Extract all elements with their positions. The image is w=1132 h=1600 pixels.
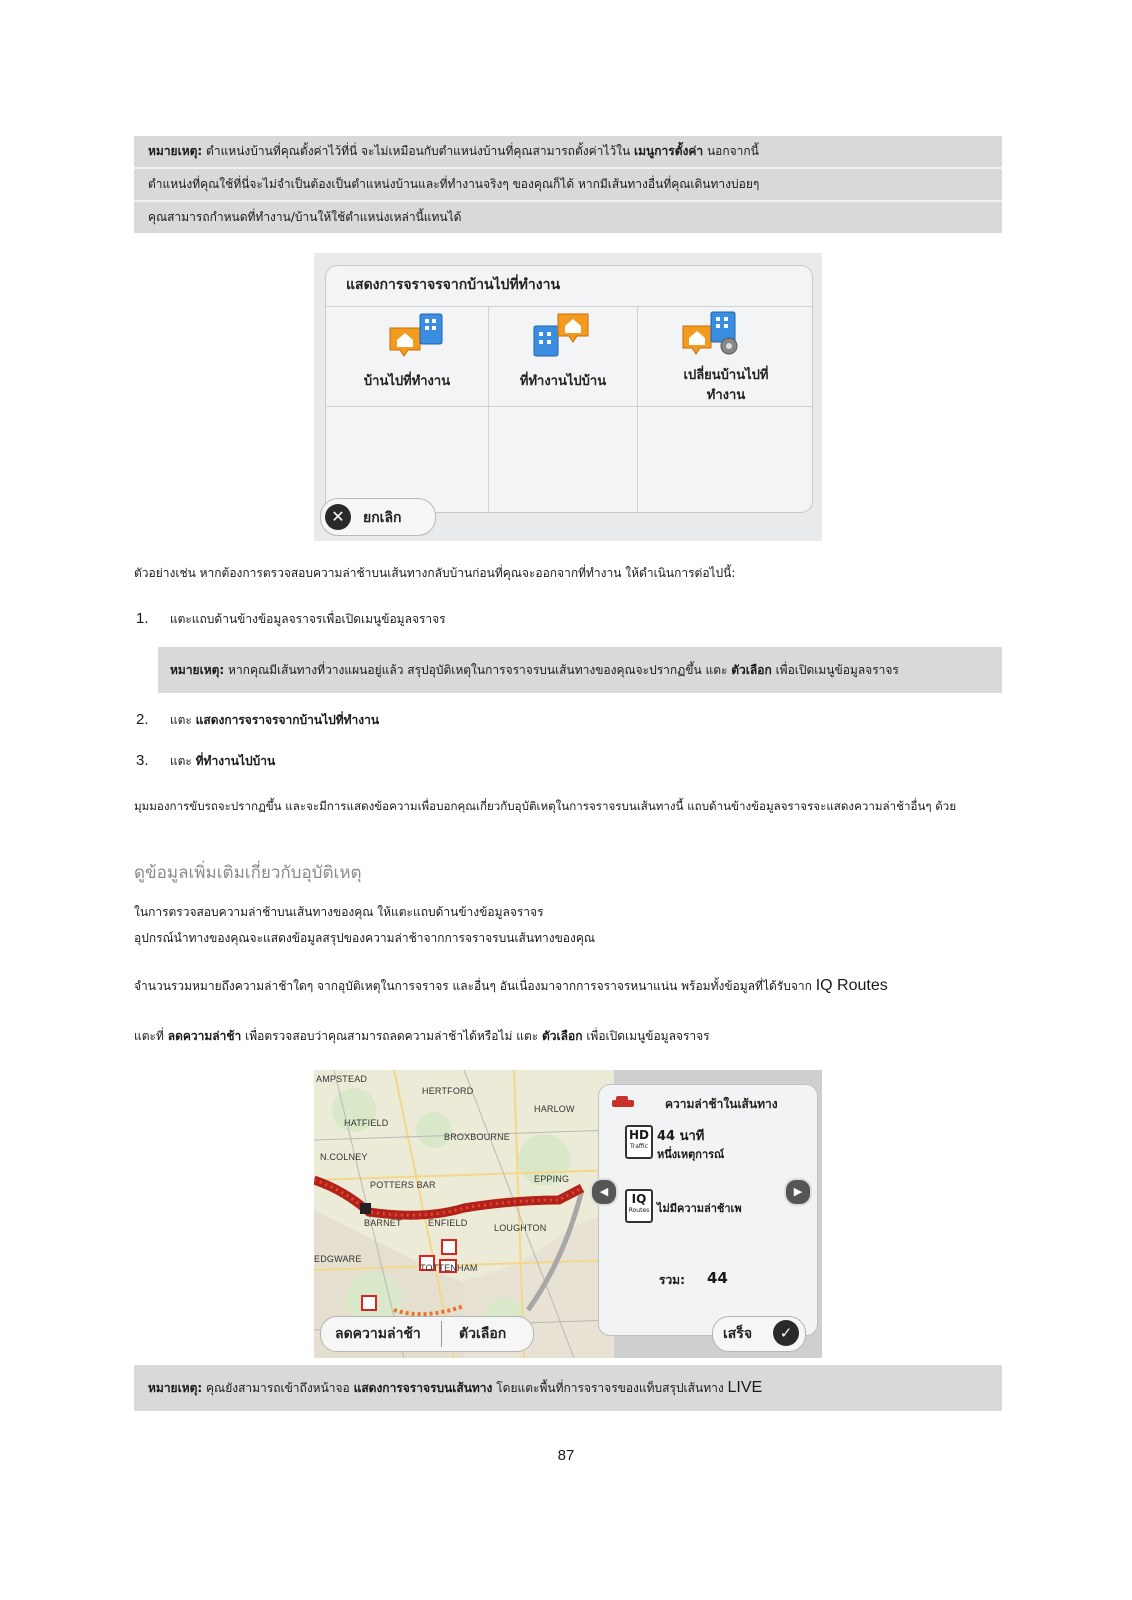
step-bold: แสดงการจราจรจากบ้านไปที่ทำงาน: [195, 713, 380, 727]
total-value: 44: [707, 1269, 728, 1287]
route-delays-screen: [314, 1070, 822, 1358]
button-divider: [441, 1321, 442, 1347]
map-label: HARLOW: [534, 1104, 575, 1114]
map-label: AMPSTEAD: [316, 1074, 368, 1084]
bottom-button-bar: [320, 1316, 534, 1352]
paragraph-line: อุปกรณ์นำทางของคุณจะแสดงข้อมูลสรุปของความล่าช้าจากการจราจรบนเส้นทางของคุณ: [134, 931, 596, 945]
option-label: เปลี่ยนบ้านไปที่: [683, 368, 769, 383]
menu-panel: [325, 265, 813, 513]
map-label: HATFIELD: [344, 1118, 389, 1128]
step-2: [136, 711, 379, 730]
paragraph-text: เพื่อตรวจสอบว่าคุณสามารถลดความล่าช้าได้หรือไม่ แตะ: [245, 1029, 539, 1043]
map-label: ENFIELD: [428, 1218, 468, 1228]
route-delay-panel: [598, 1084, 818, 1336]
note-line: [134, 136, 1002, 169]
step-bold: ที่ทำงานไปบ้าน: [195, 754, 276, 768]
work-to-home-icon: [530, 312, 594, 358]
iq-routes-text: IQ Routes: [815, 977, 888, 994]
step-3: [136, 752, 275, 771]
home-work-traffic-screen: [314, 253, 822, 541]
map-label: BROXBOURNE: [444, 1132, 511, 1142]
note-text: โดยแตะพื้นที่การจราจรของแท็บสรุปเส้นทาง: [496, 1381, 724, 1395]
note-label: หมายเหตุ:: [148, 1381, 203, 1395]
step-1: [136, 610, 446, 629]
note-text: นอกจากนี้: [706, 144, 759, 158]
map-label: HERTFORD: [422, 1086, 474, 1096]
live-text: LIVE: [727, 1379, 763, 1396]
intro-paragraph: ตัวอย่างเช่น หากต้องการตรวจสอบความล่าช้าบนเส้นทางกลับบ้านก่อนที่คุณจะออกจากที่ทำงาน ให้ดำเนินการต่อไปนี้:: [134, 566, 736, 580]
page-number: 87: [557, 1447, 575, 1464]
paragraph-total: [134, 977, 888, 996]
iq-sub: Routes: [628, 1207, 650, 1214]
note-text: เพื่อเปิดเมนูข้อมูลจราจร: [775, 663, 899, 677]
paragraph-text: เพื่อเปิดเมนูข้อมูลจราจร: [586, 1029, 710, 1043]
note-line: คุณสามารถกำหนดที่ทำงาน/บ้านให้ใช้ตำแหน่งเหล่านี้แทนได้: [148, 210, 462, 224]
hd-delay-value: 44 นาที: [657, 1129, 705, 1144]
note-text: หากคุณมีเส้นทางที่วางแผนอยู่แล้ว สรุปอุบัติเหตุในการจราจรบนเส้นทางของคุณจะปรากฏขึ้น แตะ: [228, 663, 728, 677]
option-work-to-home[interactable]: [488, 306, 637, 406]
iq-label: IQ: [631, 1192, 647, 1206]
total-label: รวม:: [659, 1273, 685, 1287]
note-text: ตำแหน่งบ้านที่คุณตั้งค่าไว้ที่นี่ จะไม่เหมือนกับตำแหน่งบ้านที่คุณสามารถตั้งค่าไว้ใน: [206, 144, 631, 158]
cancel-label: ยกเลิก: [363, 510, 402, 526]
hd-traffic-icon: [625, 1125, 653, 1159]
option-change-home-work[interactable]: [637, 306, 812, 406]
note-bold: แสดงการจราจรบนเส้นทาง: [353, 1381, 493, 1395]
hd-sub: Traffic: [629, 1143, 649, 1150]
hd-label: HD: [628, 1128, 649, 1142]
done-button[interactable]: [712, 1316, 806, 1352]
paragraph-line: ในการตรวจสอบความล่าช้าบนเส้นทางของคุณ ให้แตะแถบด้านข้างข้อมูลจราจร: [134, 905, 544, 919]
grid-divider: [326, 406, 812, 407]
note-label: หมายเหตุ:: [148, 144, 203, 158]
paragraph-bold: ลดความล่าช้า: [167, 1029, 242, 1043]
home-to-work-icon: [386, 312, 450, 358]
note-label: หมายเหตุ:: [170, 663, 225, 677]
note-box-live-summary: [134, 1365, 1002, 1411]
map-label: N.COLNEY: [320, 1152, 368, 1162]
reduce-delay-button[interactable]: ลดความล่าช้า: [335, 1326, 421, 1342]
note-bold: ตัวเลือก: [731, 663, 772, 677]
map-label: BARNET: [364, 1218, 402, 1228]
option-label: ที่ทำงานไปบ้าน: [519, 374, 607, 389]
options-button[interactable]: ตัวเลือก: [459, 1326, 507, 1342]
driving-view-paragraph: มุมมองการขับรถจะปรากฏขึ้น และจะมีการแสดงข้อความเพื่อบอกคุณเกี่ยวกับอุบัติเหตุในการจราจรบนเส้นทางนี้ แถบด้านข้างข้อมูลจราจรจะแสดงความล่าช้าอื่นๆ ด้วย: [134, 799, 957, 813]
iq-routes-icon: [625, 1189, 653, 1223]
close-icon: ✕: [325, 504, 351, 530]
previous-arrow-icon[interactable]: ◀: [590, 1178, 618, 1206]
map-label: EDGWARE: [314, 1254, 362, 1264]
step-number: 1.: [136, 610, 149, 627]
step-text: แตะ: [169, 754, 192, 768]
map-label: LOUGHTON: [494, 1223, 547, 1233]
step-text: แตะแถบด้านข้างข้อมูลจราจรเพื่อเปิดเมนูข้อมูลจราจร: [169, 612, 446, 626]
option-home-to-work[interactable]: [326, 306, 488, 406]
map-label: TOTTENHAM: [420, 1263, 478, 1273]
note-text: คุณยังสามารถเข้าถึงหน้าจอ: [206, 1381, 350, 1395]
paragraph-text: จำนวนรวมหมายถึงความล่าช้าใดๆ จากอุบัติเหตุในการจราจร และอื่นๆ อันเนื่องมาจากการจราจรหนาแน่น พร้อมทั้งข้อมูลที่ได้รับจาก: [134, 979, 812, 993]
note-line: [134, 1365, 1002, 1411]
note-line: [158, 647, 1002, 693]
change-home-work-icon: [679, 310, 749, 360]
hd-delay-desc: หนึ่งเหตุการณ์: [657, 1148, 725, 1161]
note-box-route-summary: [158, 647, 1002, 693]
note-line: ตำแหน่งที่คุณใช้ที่นี่จะไม่จำเป็นต้องเป็นตำแหน่งบ้านและที่ทำงานจริงๆ ของคุณก็ได้ หากมีเส้นทางอื่นที่คุณเดินทางบ่อยๆ: [134, 169, 1002, 202]
note-box-home-location: [134, 136, 1002, 233]
paragraph-text: แตะที่: [134, 1029, 164, 1043]
section-heading: ดูข้อมูลเพิ่มเติมเกี่ยวกับอุบัติเหตุ: [134, 863, 362, 883]
option-label: ทำงาน: [706, 388, 746, 403]
panel-title: ความล่าช้าในเส้นทาง: [665, 1097, 778, 1111]
done-label: เสร็จ: [723, 1326, 753, 1342]
paragraph-reduce-delay: [134, 1027, 710, 1046]
step-number: 2.: [136, 711, 149, 728]
iq-delay-desc: ไม่มีความล่าช้าเพ: [657, 1202, 742, 1215]
cancel-button[interactable]: [320, 498, 436, 536]
car-icon: [611, 1095, 635, 1109]
note-bold: เมนูการตั้งค่า: [634, 144, 704, 158]
paragraph-bold: ตัวเลือก: [542, 1029, 583, 1043]
option-label: บ้านไปที่ทำงาน: [363, 374, 451, 389]
map-label: EPPING: [534, 1174, 570, 1184]
step-number: 3.: [136, 752, 149, 769]
step-text: แตะ: [169, 713, 192, 727]
checkmark-icon: ✓: [773, 1320, 799, 1346]
screen-title: แสดงการจราจรจากบ้านไปที่ทำงาน: [346, 277, 561, 293]
map-label: POTTERS BAR: [370, 1180, 436, 1190]
next-arrow-icon[interactable]: ▶: [784, 1178, 812, 1206]
